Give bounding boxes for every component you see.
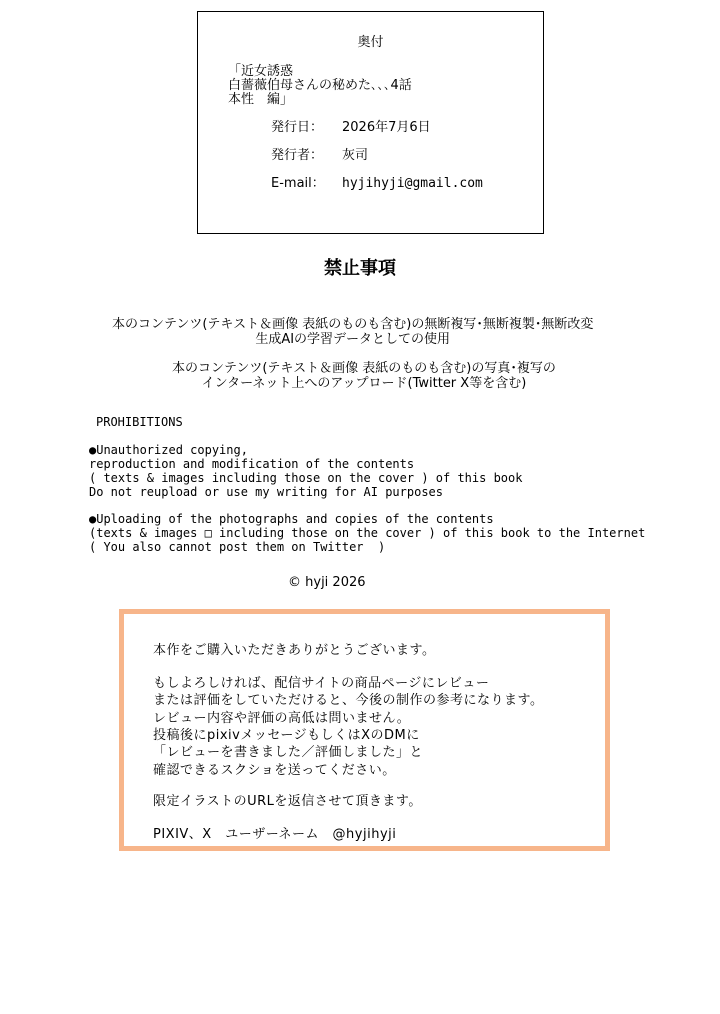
email-value: hyjihyji@gmail.com xyxy=(342,176,483,191)
thanks-box xyxy=(119,609,610,851)
publisher-row xyxy=(271,144,368,163)
thanks-line: 確認できるスクショを送ってください。 xyxy=(153,763,396,778)
en-prohibitions-heading: PROHIBITIONS xyxy=(96,415,183,429)
jp-prohibition-1: 本のコンテンツ(テキスト＆画像 表紙のものも含む)の無断複写･無断複製･無断改変 生成AIの学習データとしての使用 xyxy=(112,317,594,347)
thanks-line: 投稿後にpixivメッセージもしくはXのDMに xyxy=(153,728,420,743)
thanks-line: 本作をご購入いただきありがとうございます。 xyxy=(153,643,436,658)
email-row xyxy=(271,172,483,191)
publish-date-value: 2026年7月6日 xyxy=(342,120,431,135)
colophon-heading: 奥付 xyxy=(357,35,384,50)
thanks-line: もしよろしければ、配信サイトの商品ページにレビュー xyxy=(153,676,490,691)
colophon-box xyxy=(197,11,544,234)
publisher-value: 灰司 xyxy=(342,148,369,163)
en-prohibition-2: ●Uploading of the photographs and copies of the contents (texts & images □ including those on the cover ) of this book to the Internet ( You also cannot post them on Twitter ) xyxy=(89,512,646,554)
publish-date-label: 発行日： xyxy=(271,120,324,135)
thanks-line: 限定イラストのURLを返信させて頂きます。 xyxy=(153,794,422,809)
publish-date-row xyxy=(271,116,431,135)
thanks-line: レビュー内容や評価の高低は問いません。 xyxy=(153,711,411,726)
thanks-line: 「レビューを書きました／評価しました」と xyxy=(153,745,424,760)
copyright: © hyji 2026 xyxy=(288,575,366,590)
en-prohibition-1: ●Unauthorized copying, reproduction and modification of the contents ( texts & images including those on the cover ) of this book Do not reupload or use my writing for AI purposes xyxy=(89,443,523,499)
thanks-line: PIXIV、X ユーザーネーム @hyjihyji xyxy=(153,827,397,842)
email-label: E-mail： xyxy=(271,176,325,191)
thanks-line: または評価をしていただけると、今後の制作の参考になります。 xyxy=(153,693,544,708)
prohibitions-heading: 禁止事項 xyxy=(324,258,396,279)
jp-prohibition-2: 本のコンテンツ(テキスト＆画像 表紙のものも含む)の写真･複写の インターネット上へのアップロード(Twitter X等を含む) xyxy=(172,361,556,391)
work-title: 「近女誘惑 白薔薇伯母さんの秘めた､､､4話 本性 編」 xyxy=(228,64,412,107)
publisher-label: 発行者： xyxy=(271,148,324,163)
